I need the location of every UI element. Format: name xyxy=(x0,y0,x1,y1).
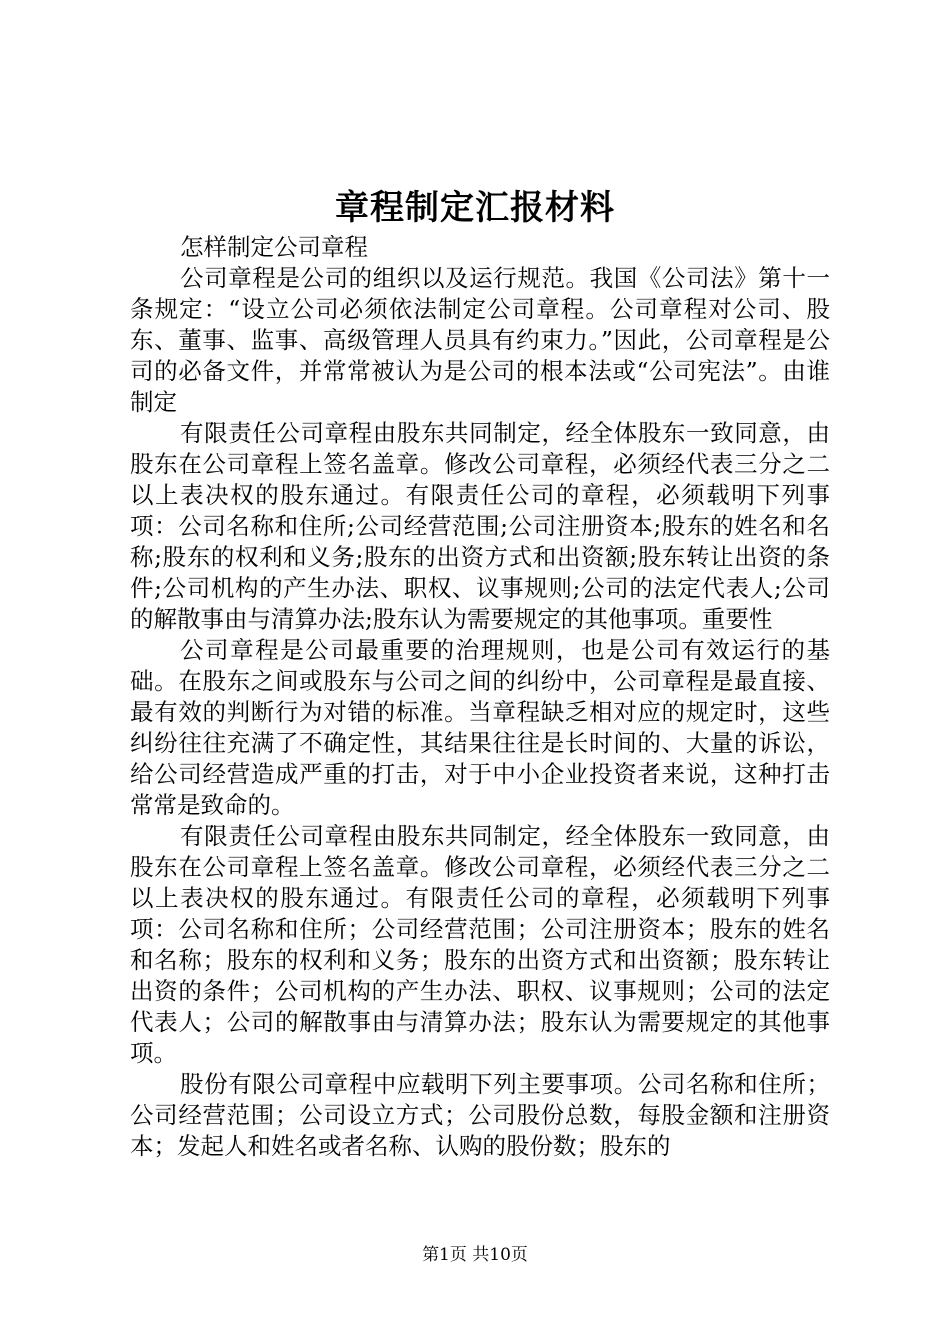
paragraph-heading-how-to-draft: 怎样制定公司章程 xyxy=(180,233,368,261)
paragraph-joint-stock-company: 股份有限公司章程中应载明下列主要事项。公司名称和住所；公司经营范围；公司设立方式；公司股份总数，每股金额和注册资本；发起人和姓名或者名称、认购的股份数；股东的 xyxy=(130,1070,830,1160)
page-number-footer: 第1页 共10页 xyxy=(422,1245,528,1265)
paragraph-llc-drafting: 有限责任公司章程由股东共同制定，经全体股东一致同意，由股东在公司章程上签名盖章。修改公司章程，必须经代表三分之二以上表决权的股东通过。有限责任公司的章程，必须载明下列事项：公司名称和住所;公司经营范围;公司注册资本;股东的姓名和名称;股东的权利和义务;股东的出资方式和出资额;股东转让出资的条件;公司机构的产生办法、职权、议事规则;公司的法定代表人;公司的解散事由与清算办法;股东认为需要规定的其他事项。重要性 xyxy=(130,419,830,633)
paragraph-definition: 公司章程是公司的组织以及运行规范。我国《公司法》第十一条规定：“设立公司必须依法制定公司章程。公司章程对公司、股东、董事、监事、高级管理人员具有约束力。”因此，公司章程是公司的必备文件，并常常被认为是公司的根本法或“公司宪法”。由谁制定 xyxy=(130,264,830,416)
paragraph-llc-drafting-repeat: 有限责任公司章程由股东共同制定，经全体股东一致同意，由股东在公司章程上签名盖章。修改公司章程，必须经代表三分之二以上表决权的股东通过。有限责任公司的章程，必须载明下列事项：公司名称和住所；公司经营范围；公司注册资本；股东的姓名和名称；股东的权利和义务；股东的出资方式和出资额；股东转让出资的条件；公司机构的产生办法、职权、议事规则；公司的法定代表人；公司的解散事由与清算办法；股东认为需要规定的其他事项。 xyxy=(130,822,830,1067)
paragraph-importance: 公司章程是公司最重要的治理规则，也是公司有效运行的基础。在股东之间或股东与公司之间的纠纷中，公司章程是最直接、最有效的判断行为对错的标准。当章程缺乏相对应的规定时，这些纠纷往往充满了不确定性，其结果往往是长时间的、大量的诉讼，给公司经营造成严重的打击，对于中小企业投资者来说，这种打击常常是致命的。 xyxy=(130,636,830,819)
document-title: 章程制定汇报材料 xyxy=(335,188,615,228)
document-body xyxy=(130,232,830,1162)
